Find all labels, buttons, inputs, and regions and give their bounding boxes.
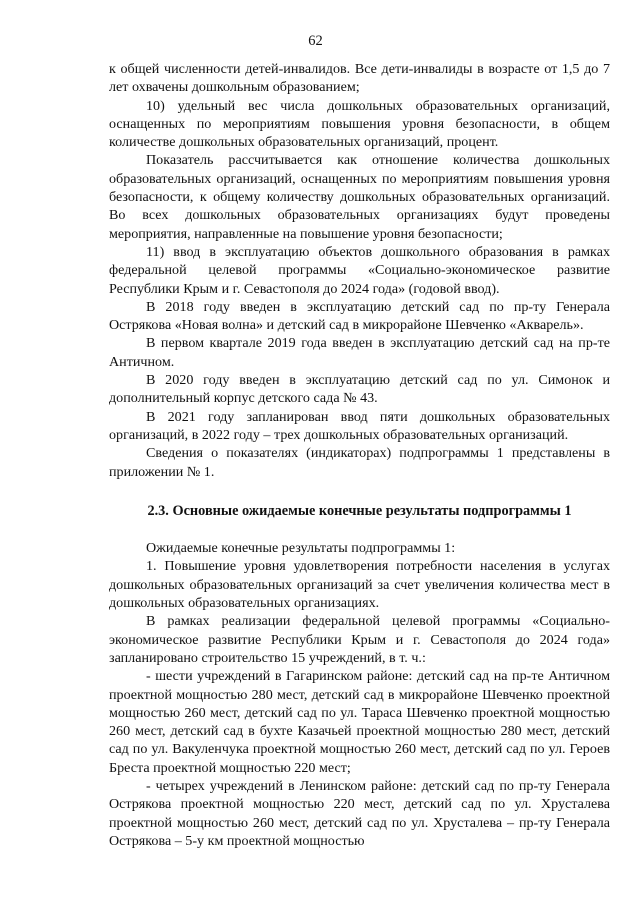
paragraph: Ожидаемые конечные результаты подпрограммы 1:: [146, 540, 456, 557]
paragraph: - четырех учреждений в Ленинском районе: детский сад по пр-ту Генерала Острякова проектной мощностью 220 мест, детский сад по ул. Хрусталева проектной мощностью 260 мест, детский сад по ул. Хрусталева – пр-ту Генерала Острякова – 5-у км проектной мощностью: [109, 777, 610, 849]
paragraph: В 2020 году введен в эксплуатацию детский сад по ул. Симонок и дополнительный корпус детского сада № 43.: [109, 372, 610, 407]
paragraphs-before-heading: [109, 60, 610, 481]
paragraph: В первом квартале 2019 года введен в эксплуатацию детский сад на пр-те Античном.: [109, 335, 610, 370]
paragraphs-after-heading: [109, 539, 610, 850]
paragraph: 11) ввод в эксплуатацию объектов дошкольного образования в рамках федеральной целевой программы «Социально-экономическое развитие Республики Крым и г. Севастополя до 2024 года» (годовой ввод).: [109, 243, 610, 297]
page-number: 62: [308, 33, 323, 49]
paragraph: - шести учреждений в Гагаринском районе: детский сад на пр-те Античном проектной мощностью 280 мест, детский сад в микрорайоне Шевченко проектной мощностью 260 мест, детский сад по ул. Тараса Шевченко проектной мощностью 260 мест, детский сад в бухте Казачьей проектной мощностью 280 мест, детский сад по ул. Вакуленчука проектной мощностью 260 мест, детский сад по ул. Героев Бреста проектной мощностью 220 мест;: [109, 668, 610, 776]
paragraph: 1. Повышение уровня удовлетворения потребности населения в услугах дошкольных образовательных организаций за счет увеличения количества мест в дошкольных образовательных организациях.: [109, 558, 610, 612]
paragraph: Сведения о показателях (индикаторах) подпрограммы 1 представлены в приложении № 1.: [109, 445, 610, 480]
paragraph: к общей численности детей-инвалидов. Все дети-инвалиды в возрасте от 1,5 до 7 лет охвачены дошкольным образованием;: [109, 61, 610, 96]
paragraph: В рамках реализации федеральной целевой программы «Социально-экономическое развитие Республики Крым и г. Севастополя до 2024 года» запланировано строительство 15 учреждений, в т. ч.:: [109, 613, 610, 666]
section-heading: 2.3. Основные ожидаемые конечные результаты подпрограммы 1: [147, 502, 572, 519]
paragraph: В 2021 году запланирован ввод пяти дошкольных образовательных организаций, в 2022 году – трех дошкольных образовательных организаций.: [109, 408, 610, 443]
paragraph: 10) удельный вес числа дошкольных образовательных организаций, оснащенных по мероприятиям повышения уровня безопасности, в общем количестве дошкольных образовательных организаций, процент.: [109, 97, 610, 151]
paragraph: Показатель рассчитывается как отношение количества дошкольных образовательных организаций, оснащенных по мероприятиям повышения уровня безопасности, к общему количеству дошкольных образовательных организаций. Во всех дошкольных образовательных организациях будут проведены мероприятия, направленные на повышение уровня безопасности;: [109, 152, 610, 242]
page-body: [109, 60, 610, 850]
paragraph: В 2018 году введен в эксплуатацию детский сад по пр-ту Генерала Острякова «Новая волна» и детский сад в микрорайоне Шевченко «Акварель».: [109, 298, 610, 334]
